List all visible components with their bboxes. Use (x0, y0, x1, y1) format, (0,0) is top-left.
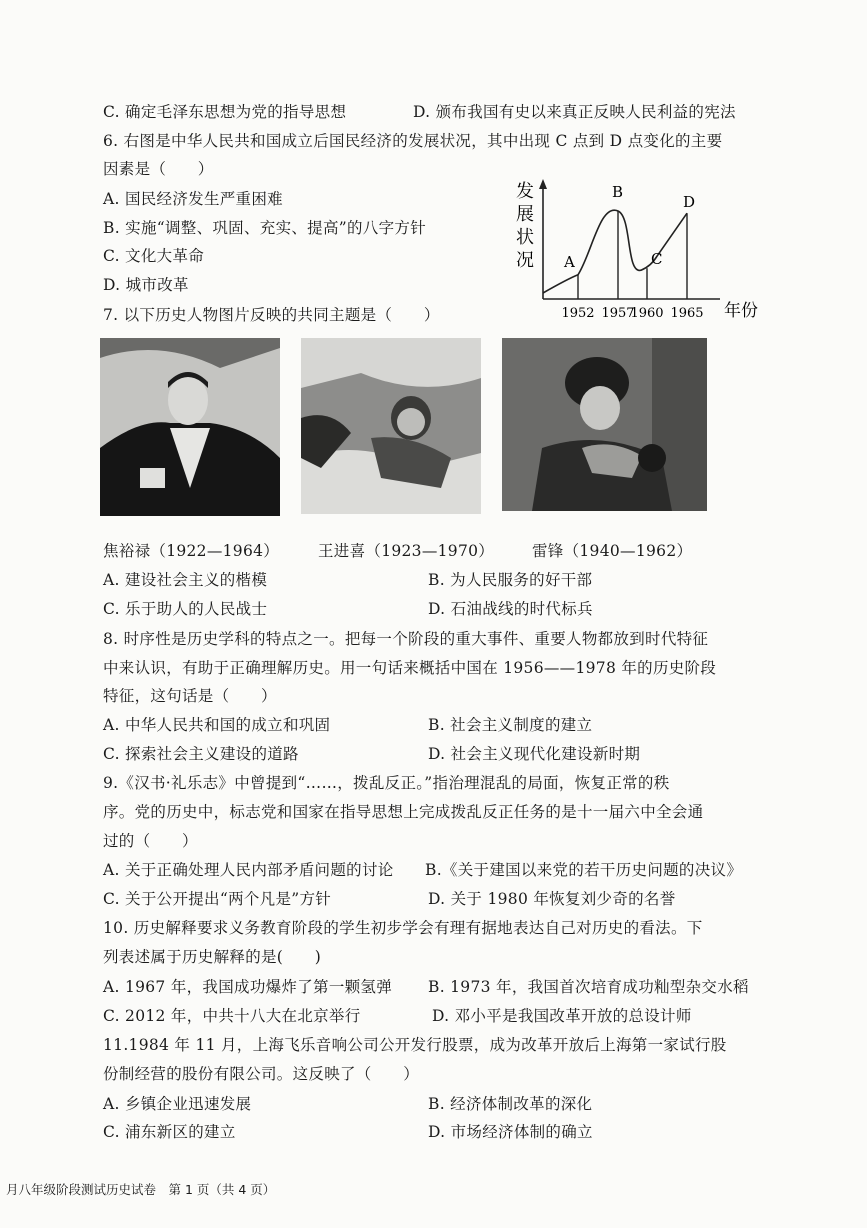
photo-wang-jinxi (301, 338, 481, 514)
q11-option-b: B. 经济体制改革的深化 (428, 1095, 593, 1113)
q6-option-b: B. 实施“调整、巩固、充实、提高”的八字方针 (103, 219, 426, 237)
point-labels (563, 183, 695, 271)
q6-stem-line1: 6. 右图是中华人民共和国成立后国民经济的发展状况，其中出现 C 点到 D 点变化的主要 (103, 132, 723, 150)
q10-option-a: A. 1967 年，我国成功爆炸了第一颗氢弹 (103, 978, 393, 996)
q8-option-b: B. 社会主义制度的建立 (428, 716, 593, 734)
q7-option-a: A. 建设社会主义的楷模 (103, 571, 268, 589)
q11-option-a: A. 乡镇企业迅速发展 (103, 1095, 252, 1113)
q9-option-d: D. 关于 1980 年恢复刘少奇的名誉 (428, 890, 676, 908)
y-axis-label-char: 况 (516, 250, 534, 271)
q8-option-c: C. 探索社会主义建设的道路 (103, 745, 299, 763)
q6-stem-line2: 因素是（ ） (103, 160, 214, 178)
q9-stem-line2: 序。党的历史中，标志党和国家在指导思想上完成拨乱反正任务的是十一届六中全会通 (103, 803, 704, 821)
q5-option-c: C. 确定毛泽东思想为党的指导思想 (103, 103, 347, 121)
q9-option-b: B.《关于建国以来党的若干历史问题的决议》 (425, 861, 743, 879)
q8-stem-line2: 中来认识，有助于正确理解历史。用一句话来概括中国在 1956——1978 年的历史阶段 (103, 659, 717, 677)
photo-jiao-yulu (100, 338, 280, 516)
x-tick-1960: 1960 (630, 306, 664, 321)
q8-stem-line1: 8. 时序性是历史学科的特点之一。把每一个阶段的重大事件、重要人物都放到时代特征 (103, 630, 709, 648)
series-line (543, 210, 687, 293)
photo-lei-feng (502, 338, 707, 511)
q9-stem-line1: 9.《汉书·礼乐志》中曾提到“……，拨乱反正。”指治理混乱的局面，恢复正常的秩 (103, 774, 670, 792)
q7-option-b: B. 为人民服务的好干部 (428, 571, 593, 589)
q7-stem: 7. 以下历史人物图片反映的共同主题是（ ） (103, 306, 440, 324)
q10-option-c: C. 2012 年，中共十八大在北京举行 (103, 1007, 361, 1025)
q8-option-d: D. 社会主义现代化建设新时期 (428, 745, 641, 763)
caption-lei-feng: 雷锋（1940—1962） (532, 542, 693, 560)
q7-option-d: D. 石油战线的时代标兵 (428, 600, 593, 618)
x-tick-1952: 1952 (561, 306, 595, 321)
q9-stem-line3: 过的（ ） (103, 832, 198, 850)
q6-option-d: D. 城市改革 (103, 276, 189, 294)
q10-stem-line2: 列表述属于历史解释的是( ) (103, 948, 322, 966)
x-tick-1965: 1965 (670, 306, 704, 321)
caption-jiao-yulu: 焦裕禄（1922—1964） (103, 542, 280, 560)
x-axis-label: 年份 (724, 301, 758, 321)
point-drop-lines (578, 211, 687, 299)
y-axis-label (516, 181, 534, 271)
q7-option-c: C. 乐于助人的人民战士 (103, 600, 268, 618)
economy-development-chart (510, 175, 770, 323)
y-axis-label-char: 发 (516, 181, 534, 202)
q5-option-d: D. 颁布我国有史以来真正反映人民利益的宪法 (413, 103, 736, 121)
q11-option-c: C. 浦东新区的建立 (103, 1123, 236, 1141)
y-axis-label-char: 状 (516, 227, 534, 248)
y-axis-arrow (539, 179, 547, 189)
caption-wang-jinxi: 王进喜（1923—1970） (318, 542, 495, 560)
q8-option-a: A. 中华人民共和国的成立和巩固 (103, 716, 331, 734)
page-footer: 月八年级阶段测试历史试卷 第 1 页（共 4 页） (6, 1182, 276, 1197)
q9-option-a: A. 关于正确处理人民内部矛盾问题的讨论 (103, 861, 394, 879)
q10-option-d: D. 邓小平是我国改革开放的总设计师 (432, 1007, 692, 1025)
q6-option-a: A. 国民经济发生严重困难 (103, 190, 283, 208)
point-label-a: A (564, 252, 575, 271)
x-tick-labels (561, 306, 703, 321)
point-label-c: C (651, 250, 663, 269)
q11-stem-line1: 11.1984 年 11 月，上海飞乐音响公司公开发行股票，成为改革开放后上海第一家试行股 (103, 1036, 727, 1054)
q9-option-c: C. 关于公开提出“两个凡是”方针 (103, 890, 332, 908)
q10-stem-line1: 10. 历史解释要求义务教育阶段的学生初步学会有理有据地表达自己对历史的看法。下 (103, 919, 703, 937)
q10-option-b: B. 1973 年，我国首次培育成功籼型杂交水稻 (428, 978, 749, 996)
point-label-b: B (612, 183, 624, 201)
q11-option-d: D. 市场经济体制的确立 (428, 1123, 593, 1141)
q11-stem-line2: 份制经营的股份有限公司。这反映了（ ） (103, 1065, 420, 1083)
point-label-d: D (683, 193, 696, 212)
x-tick-1957: 1957 (601, 306, 635, 321)
q6-option-c: C. 文化大革命 (103, 247, 205, 265)
q8-stem-line3: 特征，这句话是（ ） (103, 687, 277, 705)
y-axis-label-char: 展 (516, 204, 534, 225)
